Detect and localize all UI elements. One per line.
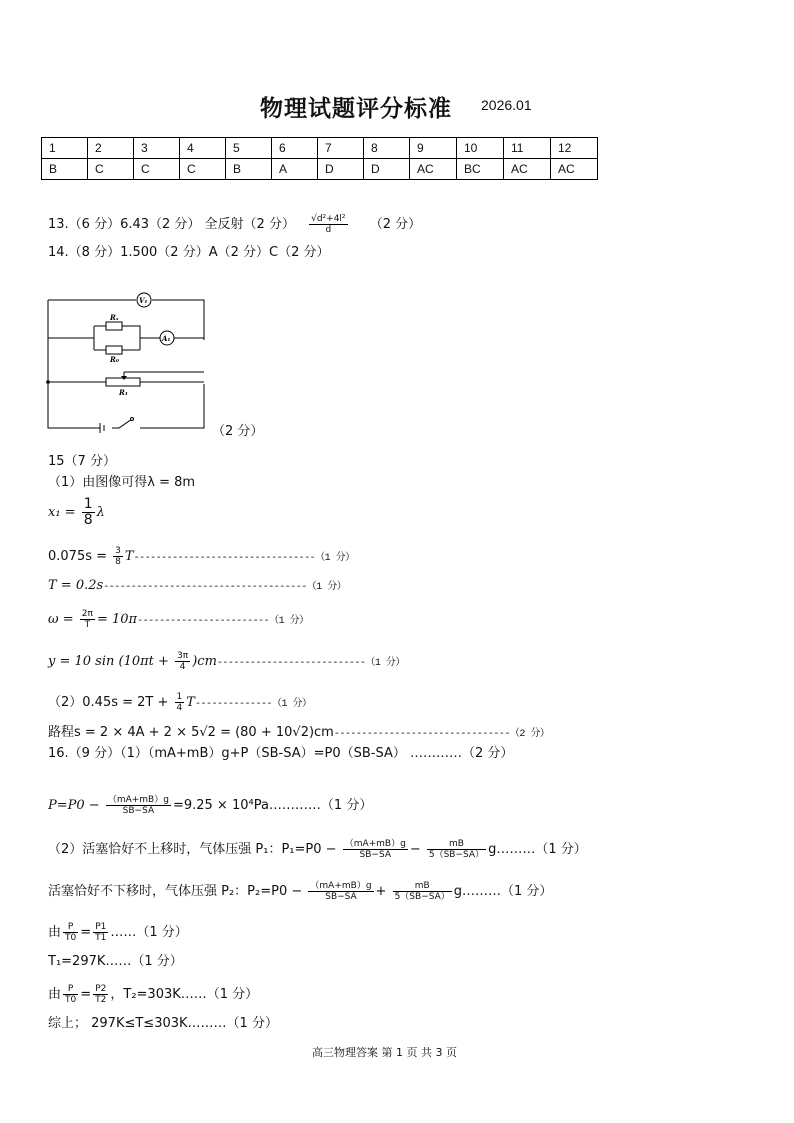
q16-l7-fraction2 bbox=[93, 984, 108, 1005]
frac-num: 1 bbox=[176, 692, 183, 702]
frac-num: 3 bbox=[115, 546, 121, 556]
table-row-answers bbox=[42, 159, 598, 180]
q13-frac-num: √d²+4l² bbox=[311, 214, 346, 224]
table-row-numbers bbox=[42, 138, 598, 159]
q15-line5 bbox=[48, 609, 309, 630]
q15-l8-score: --------------------------------（2 分） bbox=[333, 729, 550, 740]
q15-l5-fraction bbox=[80, 609, 95, 630]
label-r1: R₁ bbox=[119, 388, 128, 397]
table-cell: 8 bbox=[364, 138, 410, 159]
table-cell: 2 bbox=[88, 138, 134, 159]
table-cell: C bbox=[134, 159, 180, 180]
circuit-score: （2 分） bbox=[212, 424, 264, 439]
q15-l2-lhs: x₁ = bbox=[48, 505, 76, 520]
junction-dot bbox=[46, 380, 50, 384]
table-cell: 12 bbox=[551, 138, 598, 159]
q16-l2-fraction bbox=[106, 795, 171, 816]
page-footer: 高三物理答案 第 1 页 共 3 页 bbox=[312, 1046, 457, 1059]
battery-icon bbox=[100, 423, 104, 433]
label-rx: Rₓ bbox=[110, 313, 119, 322]
q15-l3-fraction bbox=[113, 546, 123, 567]
frac-num: 3π bbox=[177, 651, 189, 661]
frac-den: 5（SB−SA） bbox=[394, 892, 450, 902]
frac-den: T2 bbox=[95, 995, 107, 1005]
label-r0: R₀ bbox=[110, 355, 119, 364]
q16-l4-fraction2 bbox=[393, 881, 452, 902]
q16-line4 bbox=[48, 881, 552, 902]
frac-den: 4 bbox=[176, 703, 183, 713]
frac-den: 8 bbox=[83, 512, 93, 528]
table-cell: B bbox=[42, 159, 88, 180]
label-v1: V₁ bbox=[139, 296, 148, 305]
q15-l6-fraction bbox=[175, 651, 190, 672]
label-a1: A₁ bbox=[162, 334, 171, 343]
q16-line3 bbox=[48, 839, 587, 860]
frac-den: T0 bbox=[65, 995, 77, 1005]
resistor-r0 bbox=[106, 346, 122, 354]
q16-l3-rhs: g………（1 分） bbox=[488, 842, 587, 857]
q13-line bbox=[48, 214, 421, 235]
q15-l5-score: ------------------------（1 分） bbox=[137, 616, 309, 627]
frac-den: 8 bbox=[115, 557, 121, 567]
q15-l6-rhs: )cm bbox=[192, 654, 217, 669]
q16-l4-lhs: 活塞恰好不下移时，气体压强 P₂：P₂=P0 − bbox=[48, 884, 303, 899]
q16-l3-fraction2 bbox=[427, 839, 486, 860]
frac-den: T0 bbox=[65, 933, 77, 943]
frac-num: P2 bbox=[93, 984, 108, 995]
frac-num: mB bbox=[393, 881, 452, 892]
table-cell: D bbox=[318, 159, 364, 180]
frac-den: T1 bbox=[95, 933, 107, 943]
q16-l4-op: + bbox=[375, 884, 387, 899]
q16-l3-fraction1 bbox=[343, 839, 408, 860]
q15-l6-score: ---------------------------（1 分） bbox=[216, 658, 405, 669]
switch-contact bbox=[131, 418, 134, 421]
q15-line4 bbox=[48, 578, 346, 596]
q15-l8-eq: 路程s = 2 × 4A + 2 × 5√2 = (80 + 10√2)cm bbox=[48, 725, 334, 740]
answer-table bbox=[41, 137, 598, 180]
table-cell: AC bbox=[504, 159, 551, 180]
frac-num: P bbox=[63, 922, 78, 933]
q16-l7-fraction1 bbox=[63, 984, 78, 1005]
q16-l5-rhs: ……（1 分） bbox=[110, 925, 188, 940]
q16-line1: 16.（9 分）（1）（mA+mB）g+P（SB-SA）=P0（SB-SA） …………（2 分） bbox=[48, 746, 514, 761]
q15-line2 bbox=[48, 497, 105, 528]
q15-line6 bbox=[48, 651, 405, 672]
q15-l6-lhs: y = 10 sin (10πt + bbox=[48, 654, 169, 669]
table-cell: AC bbox=[551, 159, 598, 180]
frac-num: 1 bbox=[83, 496, 93, 512]
circuit-diagram bbox=[44, 292, 214, 442]
q15-line7 bbox=[48, 692, 311, 713]
q16-line2 bbox=[48, 795, 372, 816]
q16-l7-rhs: ，T₂=303K……（1 分） bbox=[110, 987, 259, 1002]
wire-left-bottom bbox=[48, 300, 204, 428]
frac-den: T bbox=[84, 620, 91, 630]
frac-num: 2π bbox=[81, 609, 93, 619]
table-cell: C bbox=[180, 159, 226, 180]
q16-l5-fraction1 bbox=[63, 922, 78, 943]
q16-line8: 综上； 297K≤T≤303K………（1 分） bbox=[48, 1016, 278, 1031]
q16-l3-lhs: （2）活塞恰好不上移时，气体压强 P₁：P₁=P0 − bbox=[48, 842, 337, 857]
table-cell: 3 bbox=[134, 138, 180, 159]
q16-l7-lead: 由 bbox=[48, 987, 62, 1002]
table-cell: D bbox=[364, 159, 410, 180]
frac-den: 4 bbox=[179, 662, 186, 672]
q16-l2-lhs: P=P0 − bbox=[48, 798, 100, 813]
q15-l5-lhs: ω = bbox=[48, 612, 74, 627]
q16-l4-fraction1 bbox=[308, 881, 373, 902]
q15-l7-score: --------------（1 分） bbox=[194, 699, 312, 710]
q13-frac-den: d bbox=[325, 225, 332, 235]
q16-l4-rhs: g………（1 分） bbox=[453, 884, 553, 899]
table-cell: AC bbox=[410, 159, 457, 180]
q16-l3-op: − bbox=[409, 842, 421, 857]
q16-l2-rhs: =9.25 × 10⁴Pa…………（1 分） bbox=[172, 798, 373, 813]
table-cell: 6 bbox=[272, 138, 318, 159]
q15-l2-rhs: λ bbox=[96, 505, 105, 520]
q16-l5-lead: 由 bbox=[48, 925, 62, 940]
frac-den: 5（SB−SA） bbox=[428, 850, 485, 860]
table-cell: 5 bbox=[226, 138, 272, 159]
table-cell: BC bbox=[457, 159, 504, 180]
q15-line3 bbox=[48, 546, 355, 567]
q15-l2-fraction bbox=[82, 497, 95, 528]
q15-l3-lhs: 0.075s = bbox=[48, 549, 108, 564]
frac-den: SB−SA bbox=[359, 850, 391, 860]
q13-tail: （2 分） bbox=[369, 217, 422, 232]
q15-line8 bbox=[48, 725, 549, 743]
q15-head: 15（7 分） bbox=[48, 454, 116, 469]
frac-num: （mA+mB）g bbox=[310, 881, 372, 891]
table-cell: 7 bbox=[318, 138, 364, 159]
table-cell: B bbox=[226, 159, 272, 180]
resistor-rx bbox=[106, 322, 122, 330]
table-cell: C bbox=[88, 159, 134, 180]
table-cell: 4 bbox=[180, 138, 226, 159]
table-cell: 11 bbox=[504, 138, 551, 159]
q15-l7-fraction bbox=[175, 692, 185, 713]
page-title: 物理试题评分标准 bbox=[260, 96, 452, 122]
q15-l3-t: T bbox=[124, 549, 134, 564]
q13-fraction bbox=[309, 214, 347, 235]
q16-line7 bbox=[48, 984, 258, 1005]
q15-line1: （1）由图像可得λ = 8m bbox=[48, 475, 196, 490]
table-cell: A bbox=[272, 159, 318, 180]
q15-l7-t: T bbox=[186, 695, 195, 710]
q15-l3-score: ---------------------------------（1 分） bbox=[133, 553, 355, 564]
frac-num: （mA+mB）g bbox=[344, 839, 406, 849]
q15-l7-lhs: （2）0.45s = 2T + bbox=[48, 695, 169, 710]
frac-num: mB bbox=[427, 839, 486, 850]
wire-top bbox=[48, 300, 204, 340]
q13-head: 13.（6 分）6.43（2 分） 全反射（2 分） bbox=[48, 217, 295, 232]
q15-l4-eq: T = 0.2s bbox=[48, 578, 104, 593]
q16-line6: T₁=297K……（1 分） bbox=[48, 954, 183, 969]
frac-num: P1 bbox=[93, 922, 108, 933]
table-cell: 1 bbox=[42, 138, 88, 159]
frac-den: SB−SA bbox=[325, 892, 357, 902]
q16-l7-op: = bbox=[80, 987, 92, 1002]
frac-num: （mA+mB）g bbox=[107, 795, 169, 805]
q14-line: 14.（8 分）1.500（2 分）A（2 分）C（2 分） bbox=[48, 245, 330, 260]
table-cell: 10 bbox=[457, 138, 504, 159]
exam-date: 2026.01 bbox=[481, 97, 532, 113]
frac-den: SB−SA bbox=[122, 806, 155, 816]
frac-num: P bbox=[63, 984, 78, 995]
rheostat-r1 bbox=[106, 378, 140, 386]
q16-l5-fraction2 bbox=[93, 922, 108, 943]
q16-line5 bbox=[48, 922, 188, 943]
q16-l5-op: = bbox=[80, 925, 92, 940]
q15-l5-rhs: = 10π bbox=[96, 612, 138, 627]
q15-l4-score: -------------------------------------（1 分） bbox=[103, 582, 347, 593]
table-cell: 9 bbox=[410, 138, 457, 159]
